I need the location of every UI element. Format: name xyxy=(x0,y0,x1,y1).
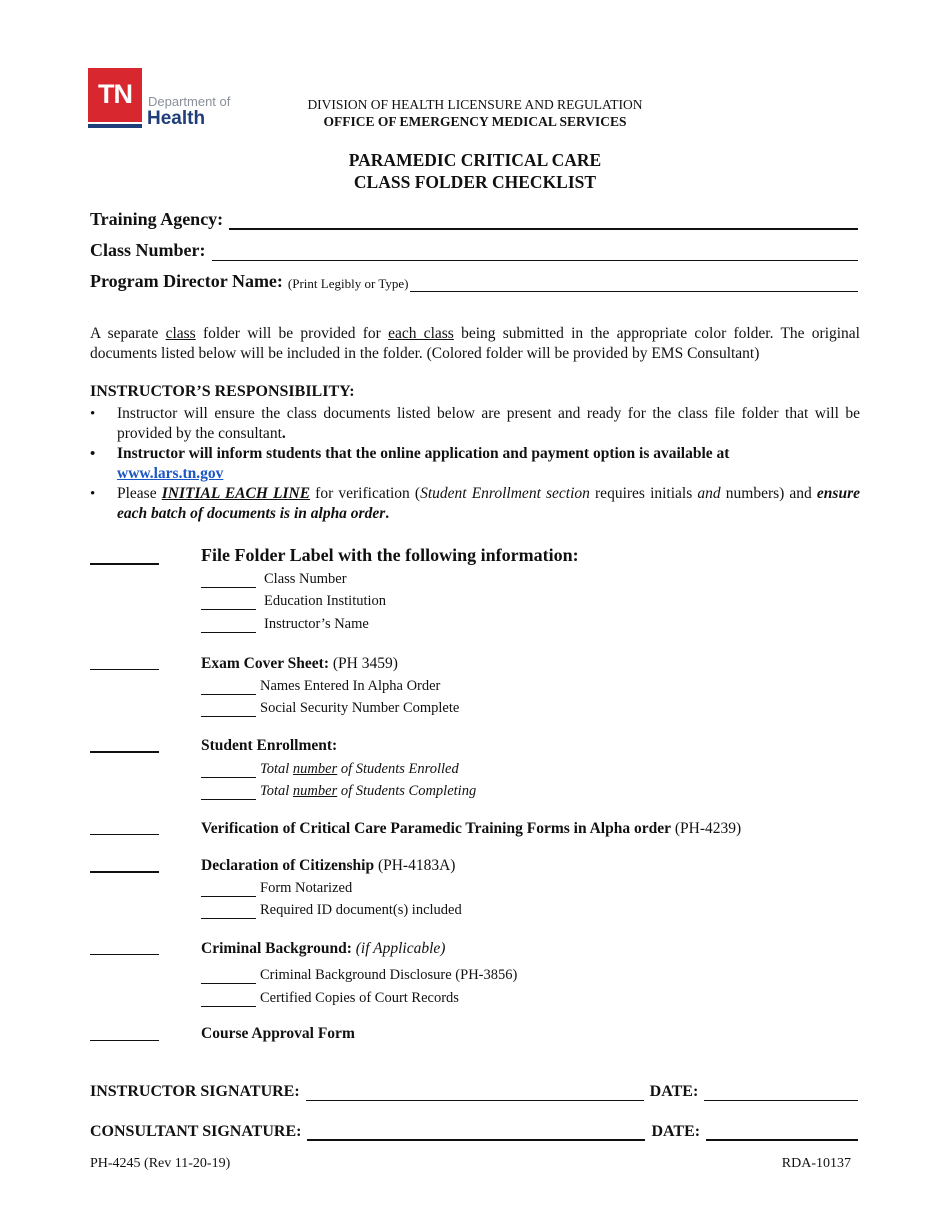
initial-line[interactable] xyxy=(201,680,256,695)
intro-paragraph: A separate class folder will be provided for each class being submitted in the appropriate color folder. The original documents listed below will be included in the folder. (Colored folder will be provided by EMS Consultant) xyxy=(90,325,860,362)
initial-line[interactable] xyxy=(201,992,256,1007)
program-director-hint: (Print Legibly or Type) xyxy=(287,276,409,291)
program-director-field xyxy=(90,271,858,292)
consultant-signature-row xyxy=(90,1123,858,1141)
rda-number: RDA-10137 xyxy=(781,1156,851,1171)
logo-dept-text: Department of xyxy=(148,94,231,109)
citizenship-item: Declaration of Citizenship (PH-4183A) xyxy=(201,857,456,874)
enrollment-check-line[interactable] xyxy=(90,751,159,753)
instructor-date-label: DATE: xyxy=(649,1083,699,1100)
class-number-label: Class Number: xyxy=(90,240,206,260)
instructor-signature-row xyxy=(90,1083,858,1101)
training-agency-input-line[interactable] xyxy=(229,211,858,230)
course-approval-check-line[interactable] xyxy=(90,1040,159,1041)
consultant-date-line[interactable] xyxy=(706,1123,858,1141)
enrollment-sub-item: Total number of Students Completing xyxy=(201,783,476,800)
initial-line[interactable] xyxy=(201,618,256,633)
tn-logo-mark: TN xyxy=(88,68,142,122)
criminal-sub-item: Criminal Background Disclosure (PH-3856) xyxy=(201,967,517,984)
responsibility-item: • Please INITIAL EACH LINE for verification (Student Enrollment section requires initials and numbers) and ensure each batch of documents is in alpha order. xyxy=(90,484,860,524)
course-approval-item: Course Approval Form xyxy=(201,1025,355,1042)
initial-line[interactable] xyxy=(201,595,256,610)
folder-sub-item: Instructor’s Name xyxy=(201,616,369,633)
number-line[interactable] xyxy=(201,763,256,778)
form-title-line1: PARAMEDIC CRITICAL CARE xyxy=(348,150,602,170)
number-line[interactable] xyxy=(201,785,256,800)
form-id: PH-4245 (Rev 11-20-19) xyxy=(90,1156,231,1171)
folder-sub-item: Education Institution xyxy=(201,593,386,610)
initial-line[interactable] xyxy=(201,969,256,984)
enrollment-sub-item: Total number of Students Enrolled xyxy=(201,761,459,778)
logo-health-text: Health xyxy=(147,108,206,129)
folder-label-item: File Folder Label with the following information: xyxy=(201,545,579,565)
division-heading: DIVISION OF HEALTH LICENSURE AND REGULATION xyxy=(307,97,643,112)
consultant-signature-label: CONSULTANT SIGNATURE: xyxy=(90,1123,302,1140)
folder-sub-item: Class Number xyxy=(201,571,347,588)
responsibility-list xyxy=(90,404,860,524)
instructor-signature-line[interactable] xyxy=(306,1084,644,1101)
instructor-date-line[interactable] xyxy=(704,1084,858,1101)
program-director-label: Program Director Name: xyxy=(90,271,283,291)
consultant-date-label: DATE: xyxy=(651,1123,701,1140)
responsibility-item: • Instructor will ensure the class documents listed below are present and ready for the class file folder that will be provided by the consultant. xyxy=(90,404,860,444)
enrollment-item: Student Enrollment: xyxy=(201,737,338,754)
initial-line[interactable] xyxy=(201,882,256,897)
criminal-sub-item: Certified Copies of Court Records xyxy=(201,990,459,1007)
exam-cover-item: Exam Cover Sheet: (PH 3459) xyxy=(201,655,398,672)
program-director-input-line[interactable] xyxy=(410,274,858,292)
exam-sub-item: Names Entered In Alpha Order xyxy=(201,678,440,695)
training-agency-label: Training Agency: xyxy=(90,209,224,229)
responsibility-heading: INSTRUCTOR’S RESPONSIBILITY: xyxy=(90,383,355,400)
instructor-signature-label: INSTRUCTOR SIGNATURE: xyxy=(90,1083,300,1100)
consultant-signature-line[interactable] xyxy=(307,1123,645,1141)
class-number-field xyxy=(90,240,858,261)
training-agency-field xyxy=(90,209,858,230)
exam-sub-item: Social Security Number Complete xyxy=(201,700,459,717)
verification-item: Verification of Critical Care Paramedic Training Forms in Alpha order (PH-4239) xyxy=(201,820,742,837)
form-title-line2: CLASS FOLDER CHECKLIST xyxy=(353,172,597,192)
citizenship-sub-item: Form Notarized xyxy=(201,880,352,897)
criminal-check-line[interactable] xyxy=(90,954,159,955)
class-number-input-line[interactable] xyxy=(212,243,859,261)
exam-cover-check-line[interactable] xyxy=(90,669,159,670)
initial-line[interactable] xyxy=(201,573,256,588)
initial-line[interactable] xyxy=(201,904,256,919)
office-heading: OFFICE OF EMERGENCY MEDICAL SERVICES xyxy=(323,114,627,129)
responsibility-item: • Instructor will inform students that the online application and payment option is available at www.lars.tn.gov xyxy=(90,444,860,484)
verification-check-line[interactable] xyxy=(90,834,159,835)
lars-website-link[interactable]: www.lars.tn.gov xyxy=(117,465,224,482)
criminal-item: Criminal Background: (if Applicable) xyxy=(201,940,446,957)
initial-line[interactable] xyxy=(201,702,256,717)
citizenship-check-line[interactable] xyxy=(90,871,159,873)
citizenship-sub-item: Required ID document(s) included xyxy=(201,902,462,919)
folder-label-check-line[interactable] xyxy=(90,563,159,565)
